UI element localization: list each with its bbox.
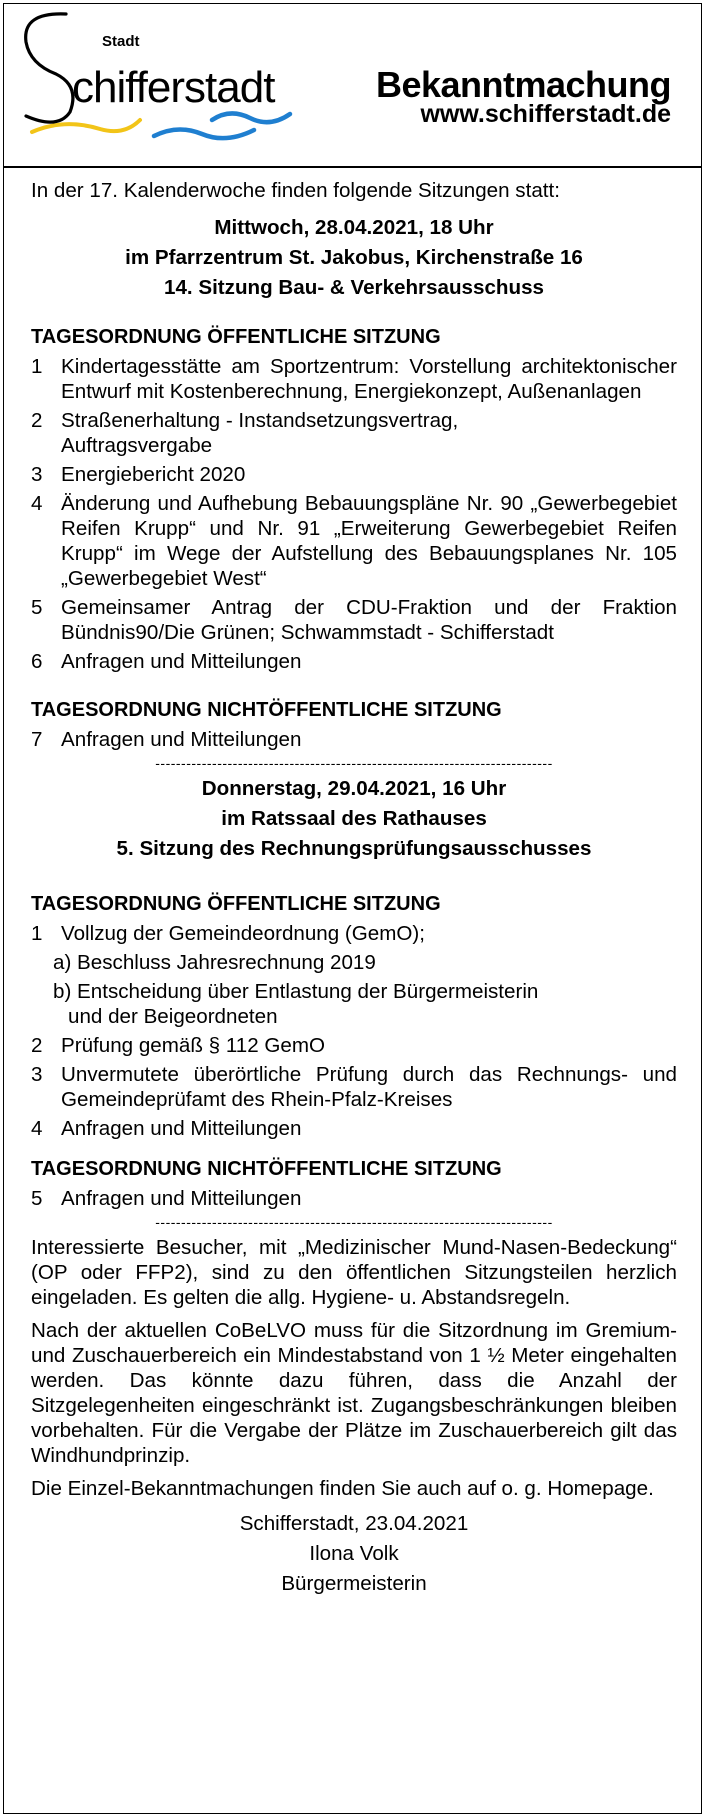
note-paragraph: Die Einzel-Bekanntmachungen finden Sie auch auf o. g. Homepage. [31, 1477, 654, 1500]
note-paragraph: Nach der aktuellen CoBeLVO muss für die Sitzordnung im Gremium- und Zuschauerbereich ein Mindestabstand von 1 ½ Meter eingehalten werden. Das könnte dazu führen, dass die Anzahl der Sitzgelegenheiten eingeschränkt ist. Zugangsbeschränkungen bleiben vorbehalten. Für die Vergabe der Plätze im Zuschauerbereich gilt das Windhundprinzip. [31, 1319, 677, 1467]
list-item: 5 Anfragen und Mitteilungen [31, 1187, 302, 1210]
separator-line: ----------------------------------------------------------------------------- [155, 1215, 553, 1229]
city-logo [4, 4, 344, 164]
meeting1-place: im Pfarrzentrum St. Jakobus, Kirchenstraße 16 [125, 246, 583, 269]
website-url: www.schifferstadt.de [420, 100, 671, 128]
list-item: 1 Kindertagesstätte am Sportzentrum: Vorstellung architektonischer Entwurf mit Kostenberechnung, Energiekonzept, Außenanlagen [31, 355, 677, 403]
meeting1-private-title: TAGESORDNUNG NICHTÖFFENTLICHE SITZUNG [31, 699, 502, 721]
meeting1-date: Mittwoch, 28.04.2021, 18 Uhr [214, 216, 494, 239]
list-item: 4 Anfragen und Mitteilungen [31, 1117, 302, 1140]
note-paragraph: Interessierte Besucher, mit „Medizinischer Mund-Nasen-Bedeckung“ (OP oder FFP2), sind zu den öffentlichen Sitzungsteilen herzlich eingeladen. Es gelten die allg. Hygiene- u. Abstandsregeln. [31, 1236, 677, 1309]
meeting1-public-list [31, 354, 677, 674]
header-right [376, 66, 671, 127]
sub-item-b: b) Entscheidung über Entlastung der Bürgermeisterin und der Beigeordneten [53, 980, 539, 1028]
list-item: 6 Anfragen und Mitteilungen [31, 650, 302, 673]
meeting2-name: 5. Sitzung des Rechnungsprüfungsausschusses [116, 837, 592, 860]
intro-text: In der 17. Kalenderwoche finden folgende Sitzungen statt: [31, 179, 560, 202]
signature-role: Bürgermeisterin [281, 1572, 427, 1595]
list-item: 5 Gemeinsamer Antrag der CDU-Fraktion und der Fraktion Bündnis90/Die Grünen; Schwammstadt - Schifferstadt [31, 596, 677, 644]
meeting2-place: im Ratssaal des Rathauses [221, 807, 487, 830]
meeting2-public-title: TAGESORDNUNG ÖFFENTLICHE SITZUNG [31, 893, 441, 915]
signature-block [31, 1509, 677, 1599]
page-title: Bekanntmachung [375, 64, 671, 105]
signature-place-date: Schifferstadt, 23.04.2021 [239, 1512, 469, 1535]
list-item: 3 Unvermutete überörtliche Prüfung durch das Rechnungs- und Gemeindeprüfamt des Rhein-Pfalz-Kreises [31, 1063, 677, 1111]
list-item: 3 Energiebericht 2020 [31, 463, 246, 486]
list-item: 2 Straßenerhaltung - Instandsetzungsvertrag, Auftragsvergabe [31, 409, 459, 457]
list-item: 1 Vollzug der Gemeindeordnung (GemO); [31, 922, 426, 945]
announcement-frame [3, 3, 702, 1814]
list-item: 7 Anfragen und Mitteilungen [31, 728, 302, 751]
content [31, 178, 677, 1599]
logo-name-text: chifferstadt [72, 63, 275, 112]
header [4, 4, 703, 182]
meeting2-date: Donnerstag, 29.04.2021, 16 Uhr [201, 777, 507, 800]
logo-small-text: Stadt [102, 33, 140, 50]
meeting2-private-title: TAGESORDNUNG NICHTÖFFENTLICHE SITZUNG [31, 1158, 502, 1180]
list-item: 2 Prüfung gemäß § 112 GemO [31, 1034, 326, 1057]
signature-name: Ilona Volk [309, 1542, 399, 1565]
meeting1-name: 14. Sitzung Bau- & Verkehrsausschuss [164, 276, 544, 299]
sub-item-a: a) Beschluss Jahresrechnung 2019 [53, 951, 376, 974]
list-item: 4 Änderung und Aufhebung Bebauungspläne Nr. 90 „Gewerbegebiet Reifen Krupp“ und Nr. 91 „Erweiterung Gewerbegebiet Reifen Krupp“ im Wege der Aufstellung des Bebauungsplanes Nr. 105 „Gewerbegebiet West“ [31, 492, 677, 590]
separator-line: ----------------------------------------------------------------------------- [155, 756, 553, 770]
meeting1-public-title: TAGESORDNUNG ÖFFENTLICHE SITZUNG [31, 326, 441, 348]
header-rule [4, 166, 701, 168]
